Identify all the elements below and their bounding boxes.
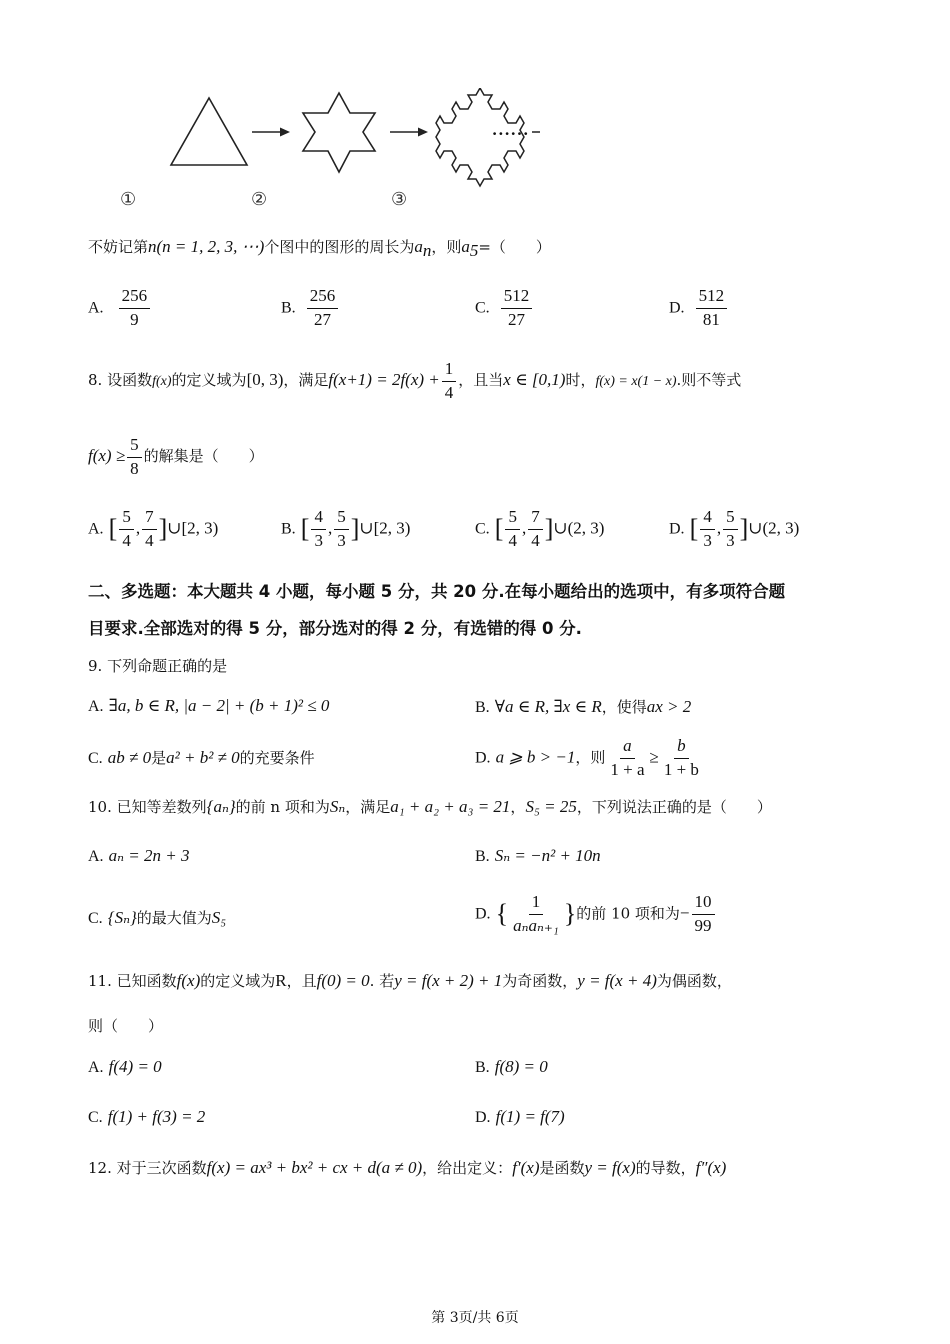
q8-option-c[interactable]: C. [ $\frac{5}{4}$ , $\frac{7}{4}$ ]∪(2, 3) — [475, 507, 605, 550]
q10-option-d[interactable]: D. { $\frac{1}{\text{aₙaₙ₊₁}}$ }的前 10 项和为− $\frac{10}{99}$ — [475, 893, 717, 935]
q11-option-d[interactable]: D. f(1) = f(7) — [475, 1107, 565, 1126]
q9-option-b[interactable]: B. ∀a ∈ R, ∃x ∈ R，使得ax > 2 — [475, 697, 692, 716]
q10-stem: 10. 已知等差数列{aₙ}的前 n 项和为Sₙ，满足a₁ + a₂ + a₃ = 21，S₅ = 25，下列说法正确的是（ ） — [88, 797, 772, 816]
figure-triangle — [171, 98, 247, 165]
q9-option-d[interactable]: D. a ⩾ b > −1，则 $\frac{a}{1 + a}$ ≥ $\frac{b}{1 + b}$ — [475, 736, 699, 779]
q11-stem-line2: 则（ ） — [88, 1017, 164, 1035]
q11-stem-line1: 11. 已知函数f(x)的定义域为R，且f(0) = 0. 若y = f(x + 2) + 1为奇函数，y = f(x + 4)为偶函数， — [88, 971, 732, 990]
q12-stem: 12. 对于三次函数f(x) = ax³ + bx² + cx + d(a ≠ 0)，给出定义：f′(x)是函数y = f(x)的导数，f″(x) — [88, 1158, 727, 1177]
q8-stem-line1: 8. 设函数f(x)的定义域为[0, 3)，满足f(x+1) = 2f(x) + $\frac{1}{4}$ ，且当x ∈ [0,1)时，f(x) = x(1 − x).则不等式 — [88, 359, 742, 402]
q11-option-b[interactable]: B. f(8) = 0 — [475, 1057, 548, 1076]
figure-label-2: ② — [251, 189, 268, 210]
q10-option-c[interactable]: C. {Sₙ}的最大值为S₅ — [88, 908, 227, 927]
figure-ellipsis: ...... — [492, 121, 530, 139]
section-2-heading-line2: 目要求.全部选对的得 5 分，部分选对的得 2 分，有选错的得 0 分. — [88, 619, 582, 638]
page-footer: 第 3页/共 6页 — [431, 1310, 519, 1326]
q9-stem: 9. 下列命题正确的是 — [88, 657, 228, 675]
q7-option-c[interactable]: C. $\frac{512}{27}$ — [475, 287, 534, 329]
q8-option-d[interactable]: D. [ $\frac{4}{3}$ , $\frac{5}{3}$ ]∪(2, 3) — [669, 507, 800, 550]
koch-snowflake-figure — [80, 88, 540, 218]
q7-option-a[interactable]: A. $\frac{256}{9}$ — [88, 287, 152, 329]
q8-stem-line2: f(x) ≥ $\frac{5}{8}$ 的解集是（ ） — [88, 435, 264, 478]
figure-label-1: ① — [120, 189, 137, 210]
q7-option-b[interactable]: B. $\frac{256}{27}$ — [281, 287, 340, 329]
q10-option-a[interactable]: A. aₙ = 2n + 3 — [88, 846, 190, 865]
figure-star — [303, 93, 375, 172]
q9-option-a[interactable]: A. ∃a, b ∈ R, |a − 2| + (b + 1)² ≤ 0 — [88, 696, 330, 715]
q11-option-c[interactable]: C. f(1) + f(3) = 2 — [88, 1107, 206, 1126]
q8-option-a[interactable]: A. [ $\frac{5}{4}$ , $\frac{7}{4}$ ]∪[2, 3) — [88, 507, 219, 550]
q7-option-d[interactable]: D. $\frac{512}{81}$ — [669, 287, 729, 329]
q10-option-b[interactable]: B. Sₙ = −n² + 10n — [475, 846, 601, 865]
q9-option-c[interactable]: C. ab ≠ 0是a² + b² ≠ 0的充要条件 — [88, 748, 315, 767]
q11-option-a[interactable]: A. f(4) = 0 — [88, 1057, 162, 1076]
q8-option-b[interactable]: B. [ $\frac{4}{3}$ , $\frac{5}{3}$ ]∪[2, 3) — [281, 507, 411, 550]
section-2-heading-line1: 二、多选题：本大题共 4 小题，每小题 5 分，共 20 分.在每小题给出的选项中，有多项符合题 — [88, 582, 786, 601]
figure-label-3: ③ — [391, 189, 408, 210]
q7-stem: 不妨记第n(n = 1, 2, 3, ⋯)个图中的图形的周长为$a_n$，则$a_5=$（ ） — [88, 237, 551, 260]
